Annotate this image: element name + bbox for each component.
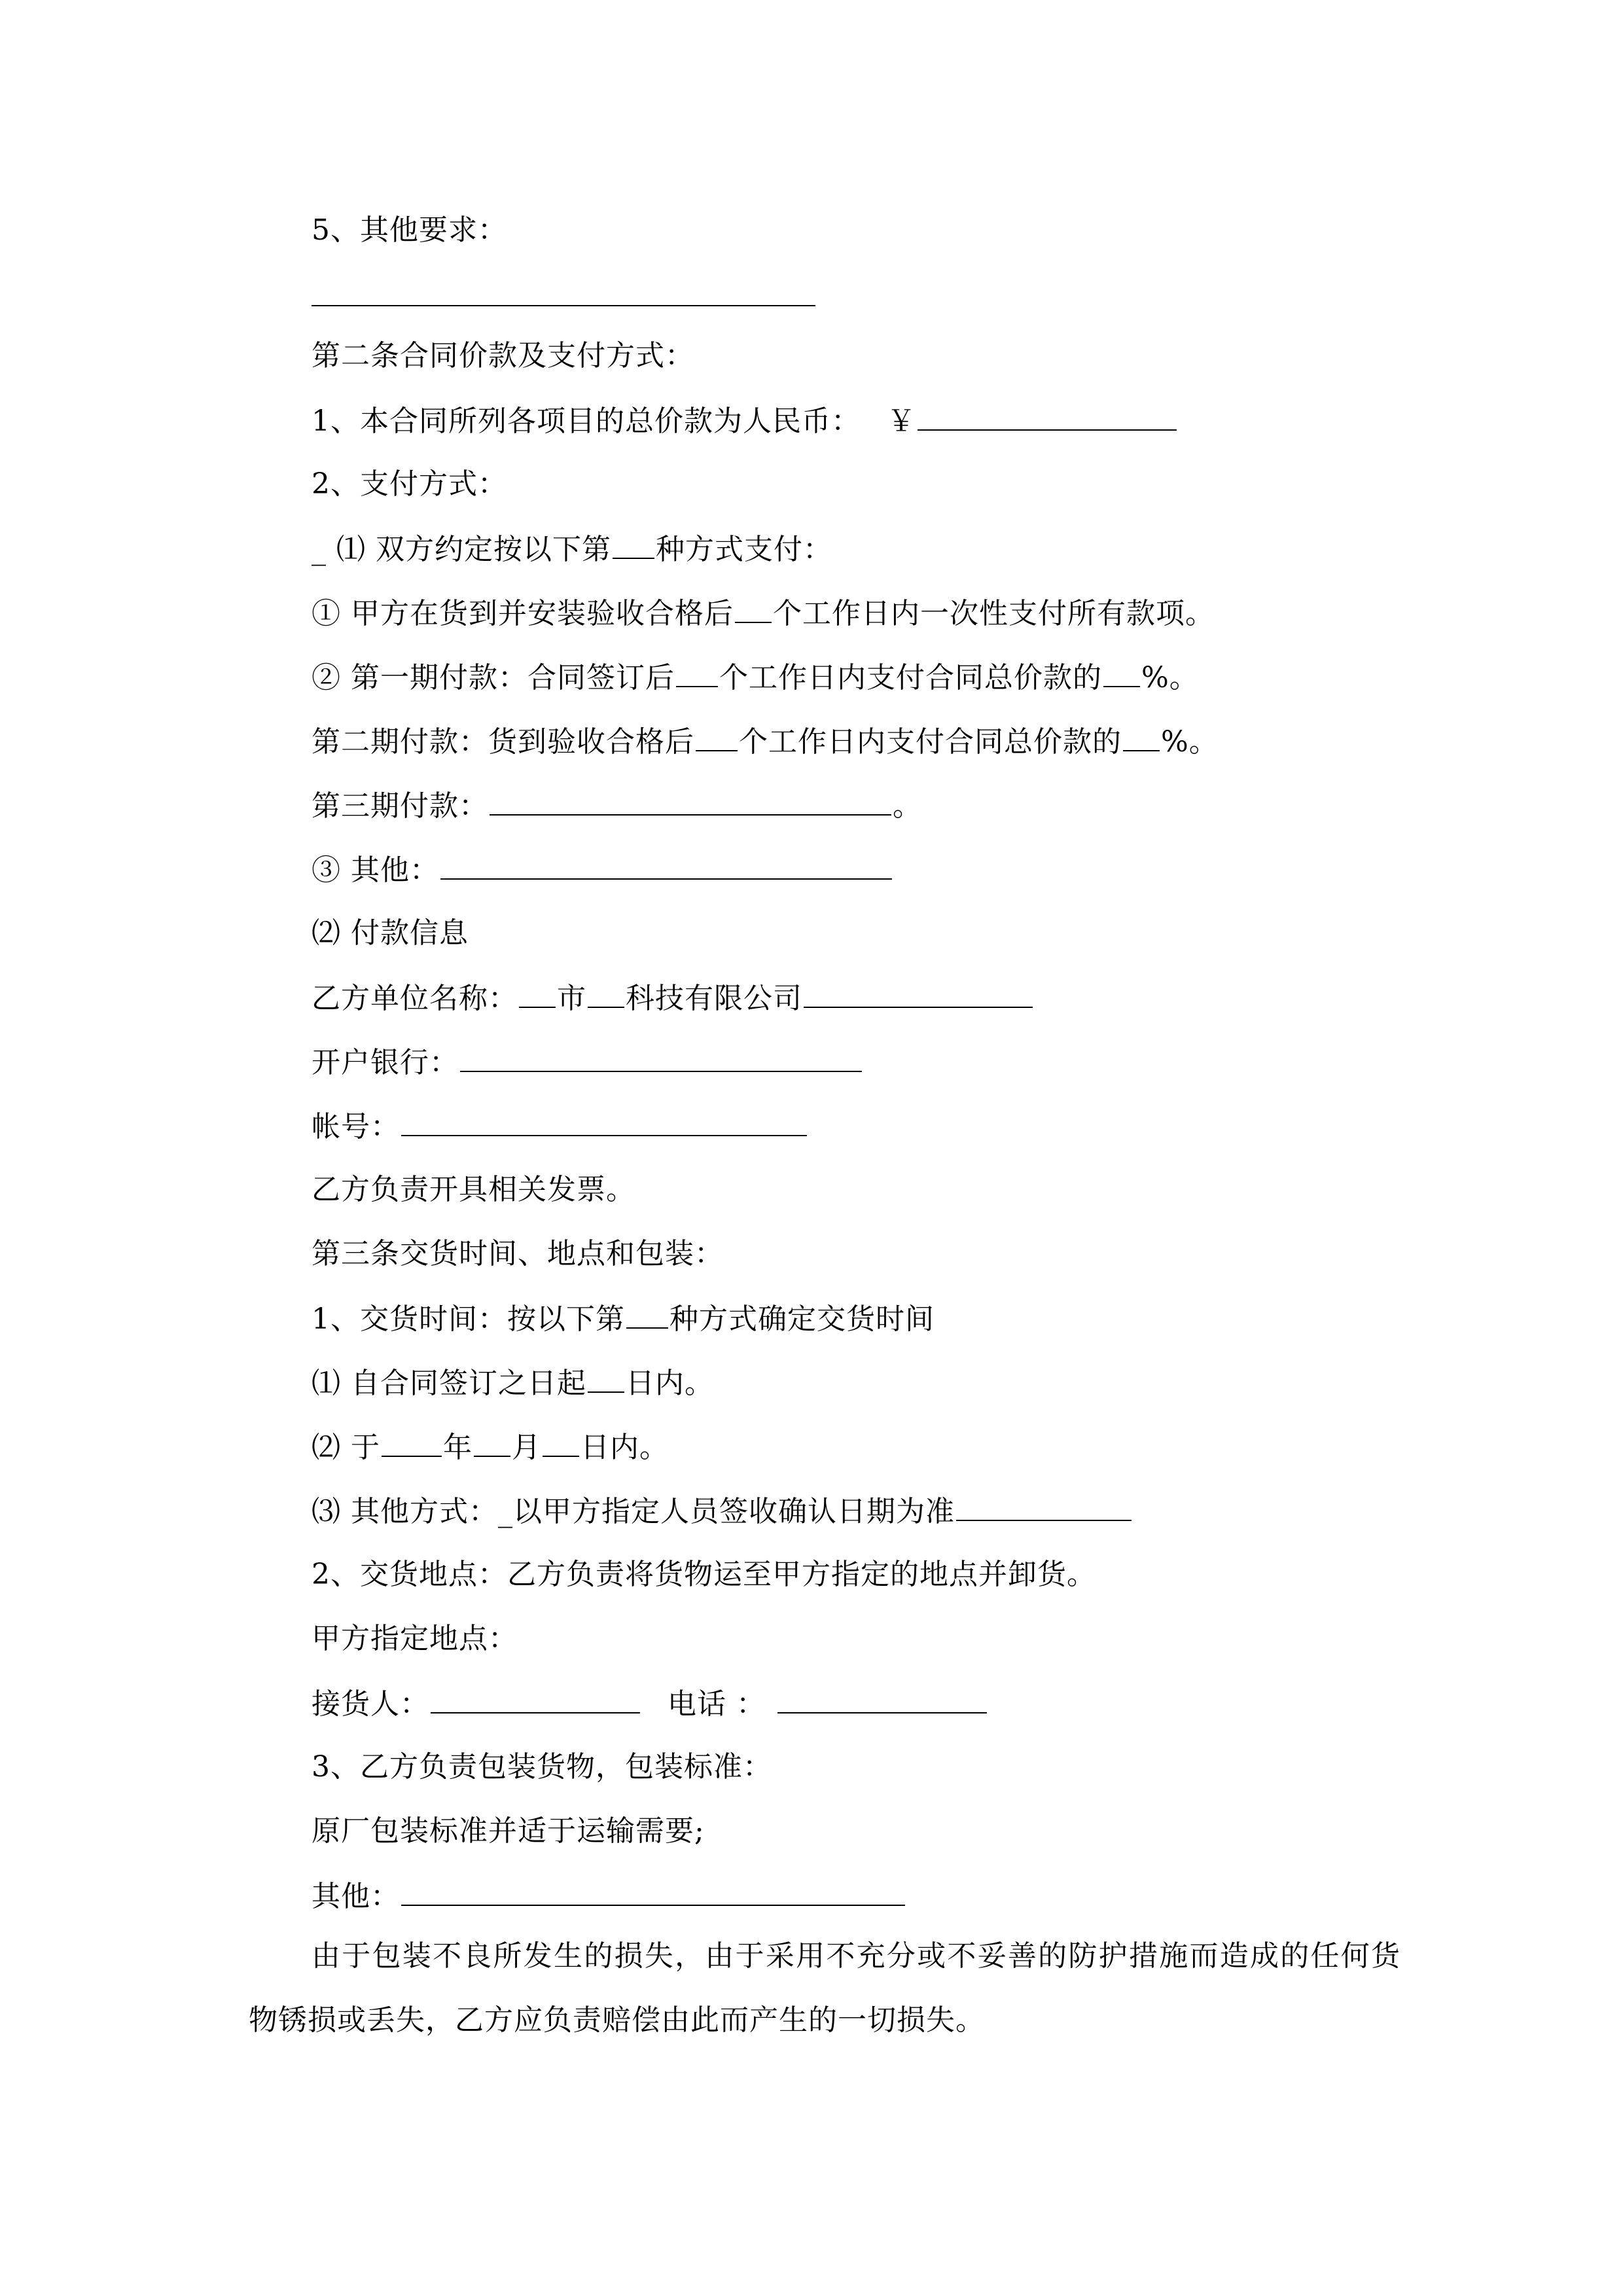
original-packing-line [312, 1812, 705, 1851]
account-line [312, 1106, 808, 1145]
days-blank [696, 721, 738, 751]
line-text: 科技有限公司 [626, 982, 802, 1015]
other-requirements-blank [312, 305, 815, 306]
other-requirements-label [312, 211, 507, 250]
days-blank [588, 1363, 624, 1393]
line-text: 日内。 [580, 1431, 669, 1464]
line-text: 乙方单位名称： [312, 982, 518, 1015]
line-text: ① 甲方在货到并安装验收合格后 [312, 597, 734, 630]
year-blank [382, 1427, 442, 1457]
line-text: 第三期付款： [312, 789, 488, 823]
currency-symbol: ￥ [887, 404, 916, 438]
month-blank [474, 1427, 510, 1457]
line-text: 种方式确定交货时间 [669, 1302, 935, 1336]
payment-option-3 [312, 850, 893, 889]
bank-blank [460, 1042, 862, 1072]
line-text: _ ⑴ 双方约定按以下第 [312, 533, 611, 566]
city-blank [519, 978, 556, 1008]
article-3-heading [312, 1234, 724, 1274]
line-text: 第二期付款：货到验收合格后 [312, 725, 694, 759]
other-packing-line [312, 1876, 906, 1915]
line-text: 2、支付方式： [312, 467, 507, 501]
total-price-line [312, 401, 1178, 440]
payment-option-line [312, 529, 832, 568]
line-text: ⑴ 自合同签订之日起 [312, 1367, 586, 1400]
line-text: 第二条合同价款及支付方式： [312, 339, 694, 372]
receiver-blank [431, 1683, 640, 1713]
days-blank [735, 593, 772, 623]
line-text: %。 [1161, 725, 1219, 759]
line-text: 2、交货地点：乙方负责将货物运至甲方指定的地点并卸货。 [312, 1558, 1096, 1591]
line-text: ⑵ 于 [312, 1431, 380, 1464]
payment-info-heading [312, 914, 469, 953]
packing-line [312, 1748, 772, 1787]
line-text: 第三条交货时间、地点和包装： [312, 1237, 724, 1270]
line-text: 电话 ： [668, 1687, 766, 1721]
line-text: 个工作日内一次性支付所有款项。 [773, 597, 1215, 630]
line-text: 1、本合同所列各项目的总价款为人民币： [312, 404, 861, 438]
bank-line [312, 1042, 863, 1081]
invoice-line [312, 1170, 635, 1210]
line-text: 个工作日内支付合同总价款的 [719, 661, 1102, 694]
designated-place-label [312, 1619, 518, 1659]
line-text: 其他： [312, 1880, 400, 1913]
delivery-option-3 [312, 1491, 1133, 1530]
line-text: 甲方指定地点： [312, 1622, 518, 1655]
other-packing-blank [401, 1876, 905, 1906]
line-text: ② 第一期付款：合同签订后 [312, 661, 675, 694]
option-number-blank [613, 529, 654, 559]
company-blank [588, 978, 624, 1008]
line-text: 月 [512, 1431, 541, 1464]
liability-paragraph: 由于包装不良所发生的损失，由于采用不充分或不妥善的防护措施而造成的任何货物锈损或丢失，乙方应负责赔偿由此而产生的一切损失。 [249, 1939, 1400, 2037]
line-text: 5、其他要求： [312, 213, 507, 247]
day-blank [543, 1427, 579, 1457]
line-text: 个工作日内支付合同总价款的 [739, 725, 1122, 759]
third-installment-blank [490, 785, 891, 816]
line-text: %。 [1141, 661, 1199, 694]
line-text: 日内。 [626, 1367, 714, 1400]
party-b-name-line [312, 978, 1034, 1017]
delivery-place-line [312, 1555, 1096, 1594]
line-text: 接货人： [312, 1687, 429, 1721]
payment-option-2-first [312, 657, 1199, 696]
percent-blank [1103, 657, 1140, 687]
percent-blank [1123, 721, 1160, 751]
line-text: ⑵ 付款信息 [312, 916, 469, 950]
days-blank [676, 657, 718, 687]
line-text: ③ 其他： [312, 853, 439, 887]
total-price-blank [918, 401, 1177, 431]
phone-blank [777, 1683, 987, 1713]
line-text: 种方式支付： [655, 533, 832, 566]
delivery-option-2 [312, 1427, 669, 1466]
payment-second-installment [312, 721, 1219, 761]
line-text: 年 [443, 1431, 473, 1464]
line-text: 1、交货时间：按以下第 [312, 1302, 625, 1336]
article-2-heading [312, 336, 694, 376]
line-text: 开户银行： [312, 1046, 459, 1079]
payment-method-label [312, 465, 507, 504]
line-text: 。 [893, 789, 922, 823]
delivery-time-line [312, 1299, 935, 1338]
company-suffix-blank [804, 978, 1033, 1008]
payment-third-installment [312, 785, 922, 825]
line-text: ⑶ 其他方式：_以甲方指定人员签收确认日期为准 [312, 1495, 955, 1528]
receiver-line [312, 1683, 988, 1723]
payment-option-1 [312, 593, 1215, 632]
line-text: 帐号： [312, 1110, 400, 1143]
line-text: 市 [557, 982, 586, 1015]
other-method-blank [956, 1491, 1132, 1521]
account-blank [401, 1106, 807, 1136]
line-text: 3、乙方负责包装货物，包装标准： [312, 1750, 772, 1784]
line-text: 乙方负责开具相关发票。 [312, 1173, 635, 1206]
delivery-option-1 [312, 1363, 714, 1402]
other-payment-blank [440, 850, 892, 880]
line-text: 原厂包装标准并适于运输需要; [312, 1814, 705, 1848]
option-number-blank [626, 1299, 668, 1329]
